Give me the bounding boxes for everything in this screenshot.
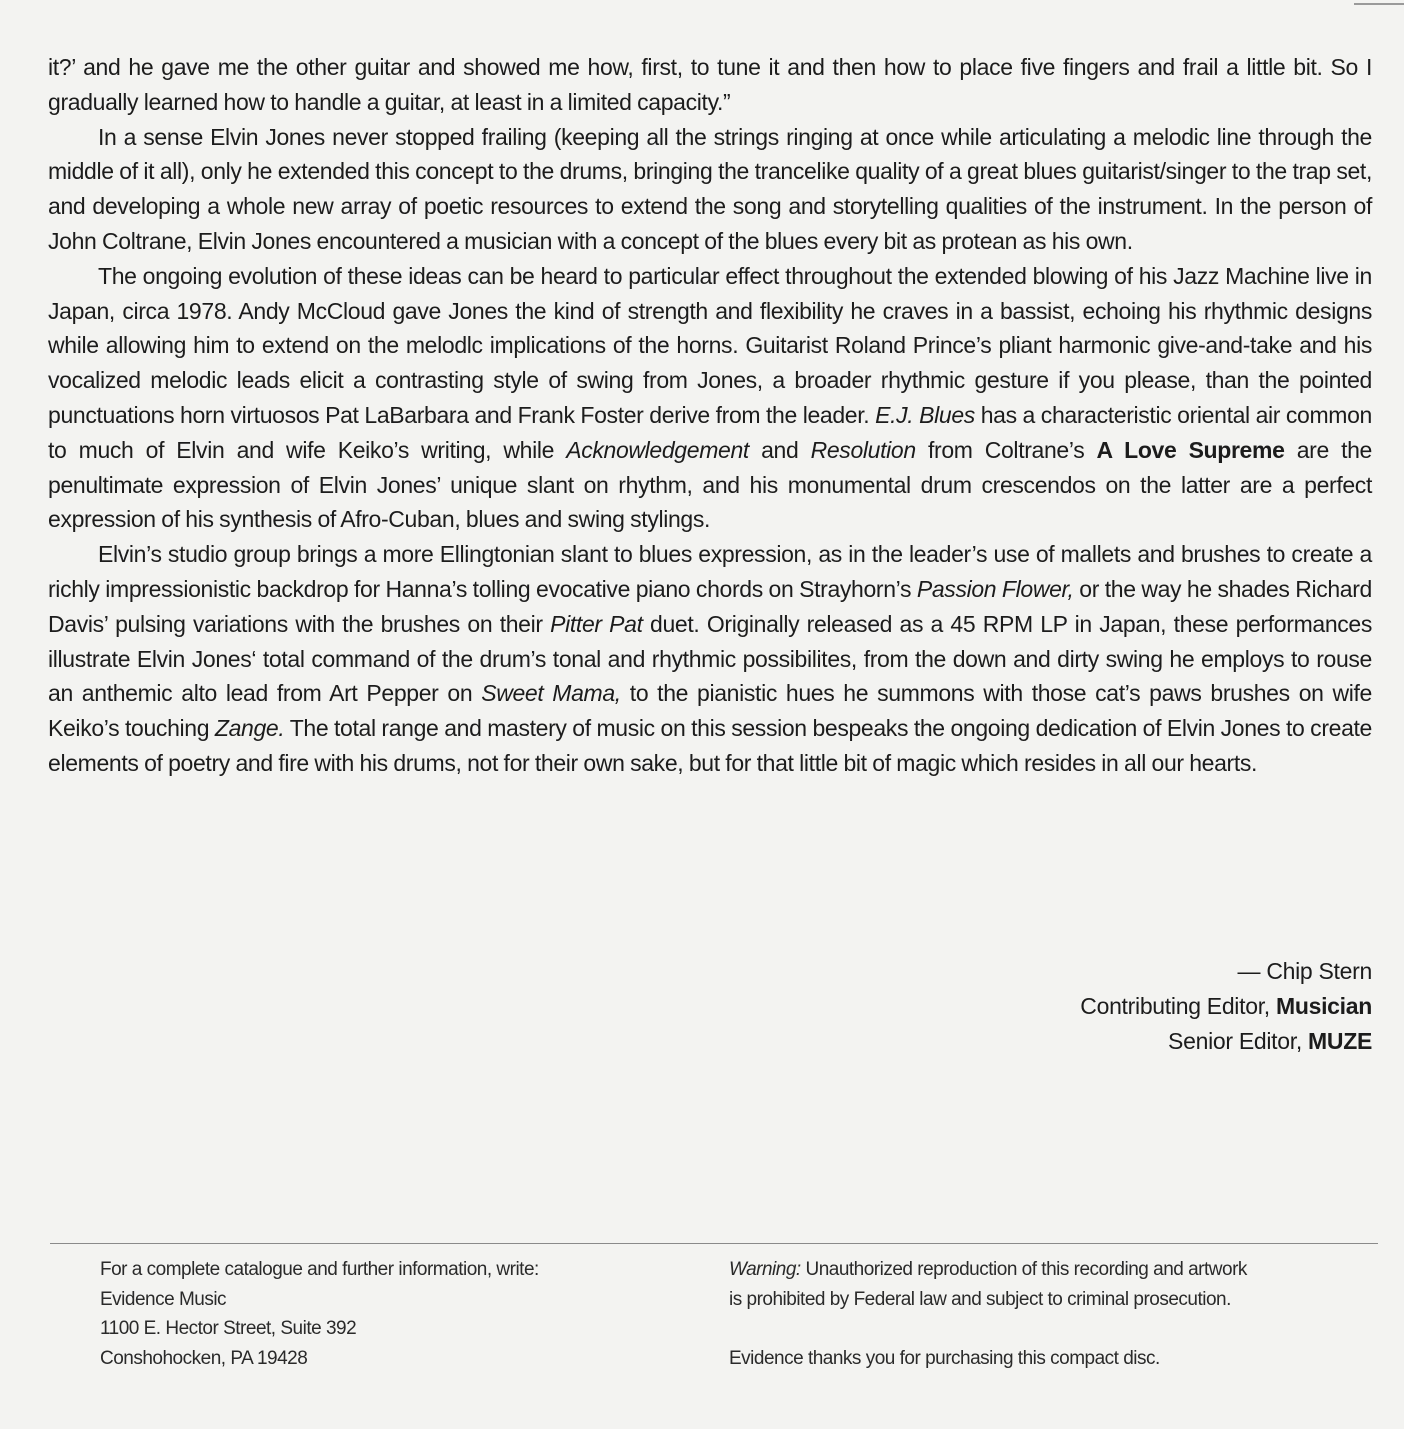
contact-street: 1100 E. Hector Street, Suite 392 [100,1318,357,1339]
contact-block [100,1255,660,1373]
paragraph-3 [48,259,1372,537]
song-title-pitter-pat: Pitter Pat [550,610,643,637]
role-1-publication: Musician [1275,992,1372,1019]
role-1-label: Contributing Editor, [1080,992,1270,1019]
footer-divider [50,1243,1378,1244]
legal-block [729,1255,1369,1373]
thanks-line: Evidence thanks you for purchasing this compact disc. [729,1347,1160,1369]
paragraph-1 [48,50,1372,120]
paragraph-3-text-d: from Coltrane’s [927,436,1085,463]
paragraph-3-text-c: and [761,436,799,463]
paragraph-4-text-b: or the way he shades Richard Davis’ pulsing variations with the brushes on their [48,575,1372,637]
paragraph-4-text-c: duet. Originally released as a 45 RPM LP in Japan, these performances illustrate Elvin Jones‘ total command of the drum’s tonal and rhythmic possibilites, from the down and dirty swing he employs to rouse an anthemic alto lead from Art Pepper on [48,610,1372,707]
warning-text-1: Unauthorized reproduction of this recording and artwork [805,1259,1247,1280]
role-2-label: Senior Editor, [1168,1027,1302,1054]
paragraph-3-text-e: are the penultimate expression of Elvin Jones’ unique slant on rhythm, and his monumental drum crescendos on the latter are a perfect expression of his synthesis of Afro-Cuban, blues and swing stylings. [48,436,1372,533]
paragraph-4-text-a: Elvin’s studio group brings a more Ellingtonian slant to blues expression, as in the leader’s use of mallets and brushes to create a richly impressionistic backdrop for Hanna’s tolling evocative piano chords on Strayhorn’s [48,541,1372,602]
author-name: — Chip Stern [1237,958,1372,984]
contact-city: Conshohocken, PA 19428 [100,1347,308,1369]
corner-mark [1354,3,1404,5]
warning-label: Warning: [729,1259,801,1280]
song-title-sweet-mama: Sweet Mama, [481,680,621,707]
author-role-2 [1080,1024,1372,1059]
song-title-zange: Zange. [214,715,285,742]
song-title-resolution: Resolution [810,436,916,463]
paragraph-2-text: In a sense Elvin Jones never stopped frailing (keeping all the strings ringing at once while articulating a melodic line through the middle of it all), only he extended this concept to the drums, bringing the trancelike quality of a great blues guitarist/singer to the trap set, and developing a whole new array of poetic resources to extend the song and storytelling qualities of the instrument. In the person of John Coltrane, Elvin Jones encountered a musician with a concept of the blues every bit as protean as his own. [48,123,1372,254]
song-title-acknowledgement: Acknowledgement [566,436,749,463]
signature-block [1080,954,1372,1058]
paragraph-1-text: it?’ and he gave me the other guitar and showed me how, first, to tune it and then how to place five fingers and frail a little bit. So I gradually learned how to handle a guitar, at least in a limited capacity.” [48,54,1372,115]
role-2-publication: MUZE [1308,1027,1372,1054]
contact-company: Evidence Music [100,1288,227,1310]
song-title-passion-flower: Passion Flower, [916,575,1074,602]
paragraph-2 [48,120,1372,259]
album-title: A Love Supreme [1096,436,1285,463]
song-title-ej-blues: E.J. Blues [875,401,975,428]
author-role-1 [1080,989,1372,1024]
paragraph-3-text-b: has a characteristic oriental air common to much of Elvin and wife Keiko’s writing, while [48,401,1372,463]
warning-line-2: is prohibited by Federal law and subject to criminal prosecution. [729,1288,1231,1310]
paragraph-4 [48,537,1372,781]
contact-intro: For a complete catalogue and further information, write: [100,1259,539,1280]
spacer [729,1314,1369,1344]
paragraph-3-text-a: The ongoing evolution of these ideas can be heard to particular effect throughout the extended blowing of his Jazz Machine live in Japan, circa 1978. Andy McCloud gave Jones the kind of strength and flexibility he craves in a bassist, echoing his rhythmic designs while allowing him to extend on the melodlc implications of the horns. Guitarist Roland Prince’s pliant harmonic give-and-take and his vocalized melodic leads elicit a contrasting style of swing from Jones, a broader rhythmic gesture if you please, than the pointed punctuations horn virtuosos Pat LaBarbara and Frank Foster derive from the leader. [48,262,1372,428]
essay-body [48,50,1372,781]
paragraph-4-text-d: to the pianistic hues he summons with those cat’s paws brushes on wife Keiko’s touching [48,680,1373,742]
warning-line-1 [729,1255,1369,1285]
paragraph-4-text-e: The total range and mastery of music on this session bespeaks the ongoing dedication of Elvin Jones to create elements of poetry and fire with his drums, not for their own sake, but for that little bit of magic which resides in all our hearts. [48,715,1373,776]
